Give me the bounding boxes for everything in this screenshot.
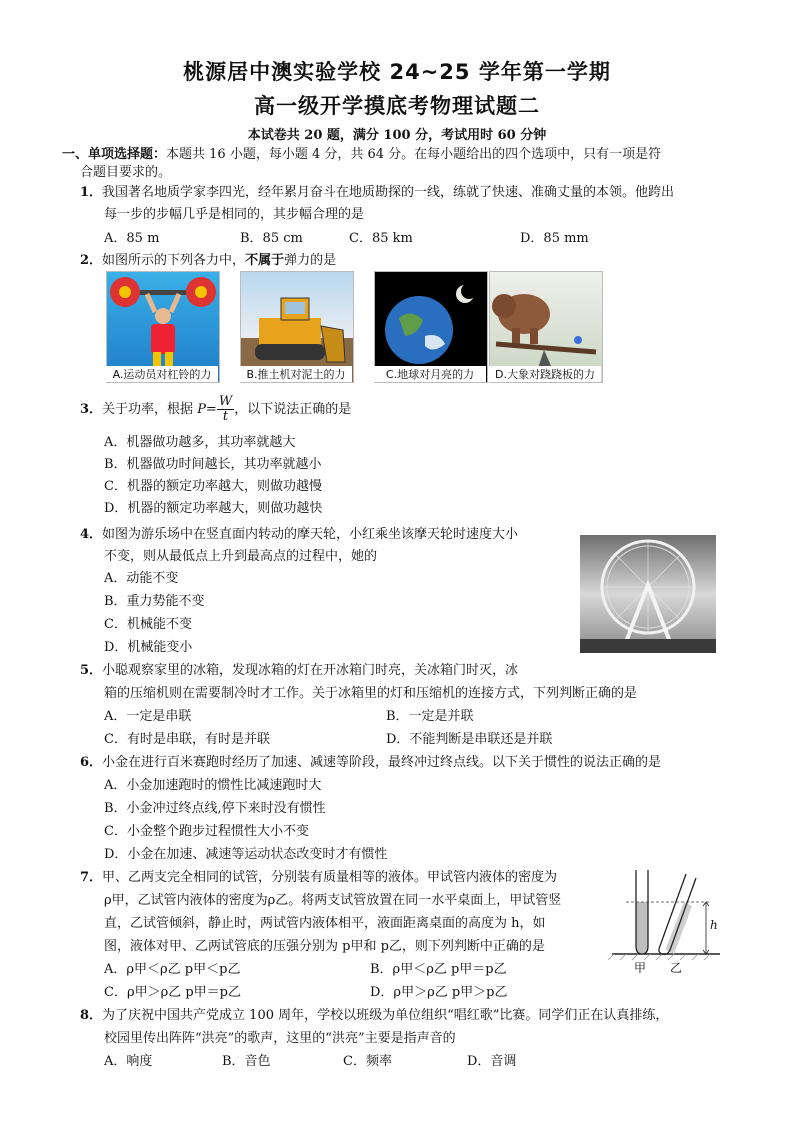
q7-text-2: ρ甲，乙试管内液体的密度为ρ乙。将两支试管放置在同一水平桌面上，甲试管竖 <box>104 893 562 908</box>
q7-text-3: 直，乙试管倾斜，静止时，两试管内液体相平，液面距离桌面的高度为 h，如 <box>104 916 546 931</box>
q2-number: 2． <box>80 253 103 268</box>
q6-option-d: D．小金在加速、减速等运动状态改变时才有惯性 <box>104 847 388 862</box>
q8-option-b: B．音色 <box>222 1054 271 1069</box>
test-tubes-diagram <box>606 864 726 960</box>
q7-test-tube-figure <box>606 864 726 976</box>
q1-option-d: D．85 mm <box>520 231 589 246</box>
q3-stem <box>80 393 351 427</box>
q7-option-d: D．ρ甲＞ρ乙 p甲＞p乙 <box>370 985 508 1000</box>
q3-option-c: C．机器的额定功率越大，则做功越慢 <box>104 479 322 494</box>
q7-label-yi: 乙 <box>670 961 683 975</box>
q3-option-b: B．机器做功时间越长，其功率就越小 <box>104 457 322 472</box>
q3-formula-denominator: t <box>222 409 229 424</box>
q5-stem-1 <box>80 662 518 680</box>
q6-text-1: 小金在进行百米赛跑时经历了加速、减速等阶段，最终冲过终点线。以下关于惯性的说法正确的是 <box>102 755 662 770</box>
q7-option-a: A．ρ甲＜ρ乙 p甲＜p乙 <box>104 962 241 977</box>
q7-option-b: B．ρ甲＜ρ乙 p甲＝p乙 <box>370 962 507 977</box>
q4-option-b: B．重力势能不变 <box>104 594 205 609</box>
q6-option-b: B．小金冲过终点线,停下来时没有惯性 <box>104 801 326 816</box>
q1-text-2: 每一步的步幅几乎是相同的，其步幅合理的是 <box>104 207 365 222</box>
q7-number: 7． <box>80 870 103 885</box>
q2-caption-a: A.运动员对杠铃的力 <box>106 366 218 382</box>
q3-text-pre: 关于功率，根据 <box>102 402 198 417</box>
q8-number: 8． <box>80 1008 103 1023</box>
q1-option-b: B．85 cm <box>240 231 303 246</box>
q3-formula-numerator: W <box>218 394 233 409</box>
q1-number: 1． <box>80 185 103 200</box>
q3-text-post: ，以下说法正确的是 <box>234 402 352 417</box>
q4-stem-1 <box>80 526 518 544</box>
q2-caption-b: B.推土机对泥土的力 <box>240 366 352 382</box>
section-desc-2: 合题目要求的。 <box>80 165 172 180</box>
q5-text-1: 小聪观察家里的冰箱，发现冰箱的灯在开冰箱门时亮，关冰箱门时灭，冰 <box>102 663 519 678</box>
q5-text-2: 箱的压缩机则在需要制冷时才工作。关于冰箱里的灯和压缩机的连接方式，下列判断正确的是 <box>104 686 638 701</box>
q1-option-c: C．85 km <box>349 231 413 246</box>
q5-option-a: A．一定是串联 <box>104 709 192 724</box>
q3-number: 3． <box>80 402 103 417</box>
q3-formula-lhs: P= <box>197 402 217 417</box>
q7-stem-1 <box>80 869 557 887</box>
section-title: 一、单项选择题： <box>62 147 167 162</box>
q5-option-b: B．一定是并联 <box>386 709 474 724</box>
q5-option-d: D．不能判断是串联还是并联 <box>386 732 553 747</box>
q8-text-2: 校园里传出阵阵“洪亮”的歌声，这里的“洪亮”主要是指声音的 <box>104 1031 456 1046</box>
q4-option-d: D．机械能变小 <box>104 640 193 655</box>
q8-text-1: 为了庆祝中国共产党成立 100 周年，学校以班级为单位组织“唱红歌”比赛。同学们正在认真排练， <box>102 1008 669 1023</box>
q2-caption-c: C.地球对月亮的力 <box>374 366 486 382</box>
q6-stem <box>80 754 661 772</box>
q7-text-1: 甲、乙两支完全相同的试管，分别装有质量相等的液体。甲试管内液体的密度为 <box>102 870 558 885</box>
q4-ferris-wheel-image <box>580 535 716 653</box>
q5-option-c: C．有时是串联，有时是并联 <box>104 732 270 747</box>
q4-option-a: A．动能不变 <box>104 571 179 586</box>
q8-option-d: D．音调 <box>467 1054 517 1069</box>
q8-option-c: C．频率 <box>343 1054 392 1069</box>
q7-label-jia: 甲 <box>634 961 647 975</box>
q8-stem-1 <box>80 1007 668 1025</box>
ferris-wheel-illustration <box>580 535 716 653</box>
q6-option-c: C．小金整个跑步过程惯性大小不变 <box>104 824 309 839</box>
q4-number: 4． <box>80 527 103 542</box>
q7-option-c: C．ρ甲＞ρ乙 p甲＝p乙 <box>104 985 242 1000</box>
q1-text-1: 我国著名地质学家李四光，经年累月奋斗在地质勘探的一线，练就了快速、准确丈量的本领。他跨出 <box>102 185 675 200</box>
q2-text-post: 弹力的是 <box>284 253 337 268</box>
q4-text-1: 如图为游乐场中在竖直面内转动的摩天轮，小红乘坐该摩天轮时速度大小 <box>102 527 519 542</box>
q2-text-bold: 不属于 <box>245 253 285 268</box>
q3-option-d: D．机器的额定功率越大，则做功越快 <box>104 501 323 516</box>
q3-formula-fraction <box>217 395 234 424</box>
q6-option-a: A．小金加速跑时的惯性比减速跑时大 <box>104 778 322 793</box>
section-desc-1: 本题共 16 小题，每小题 4 分，共 64 分。在每小题给出的四个选项中，只有一项是符 <box>166 147 662 162</box>
q3-option-a: A．机器做功越多，其功率就越大 <box>104 435 296 450</box>
exam-title-line1: 桃源居中澳实验学校 24~25 学年第一学期 <box>183 60 611 84</box>
q2-text-pre: 如图所示的下列各力中， <box>102 253 246 268</box>
section-heading <box>62 146 661 164</box>
q1-stem-1 <box>80 184 674 202</box>
q5-number: 5． <box>80 663 103 678</box>
q4-option-c: C．机械能不变 <box>104 617 192 632</box>
q7-label-h: h <box>710 918 718 932</box>
exam-title-line2: 高一级开学摸底考物理试题二 <box>254 94 540 118</box>
exam-info: 本试卷共 20 题，满分 100 分，考试用时 60 分钟 <box>247 128 547 143</box>
q4-text-2: 不变，则从最低点上升到最高点的过程中，她的 <box>104 549 378 564</box>
q6-number: 6． <box>80 755 103 770</box>
q1-option-a: A．85 m <box>104 231 160 246</box>
q2-caption-d: D.大象对跷跷板的力 <box>489 366 601 382</box>
q2-stem <box>80 252 336 270</box>
q8-option-a: A．响度 <box>104 1054 153 1069</box>
q7-text-4: 图，液体对甲、乙两试管底的压强分别为 p甲和 p乙，则下列判断中正确的是 <box>104 939 545 954</box>
